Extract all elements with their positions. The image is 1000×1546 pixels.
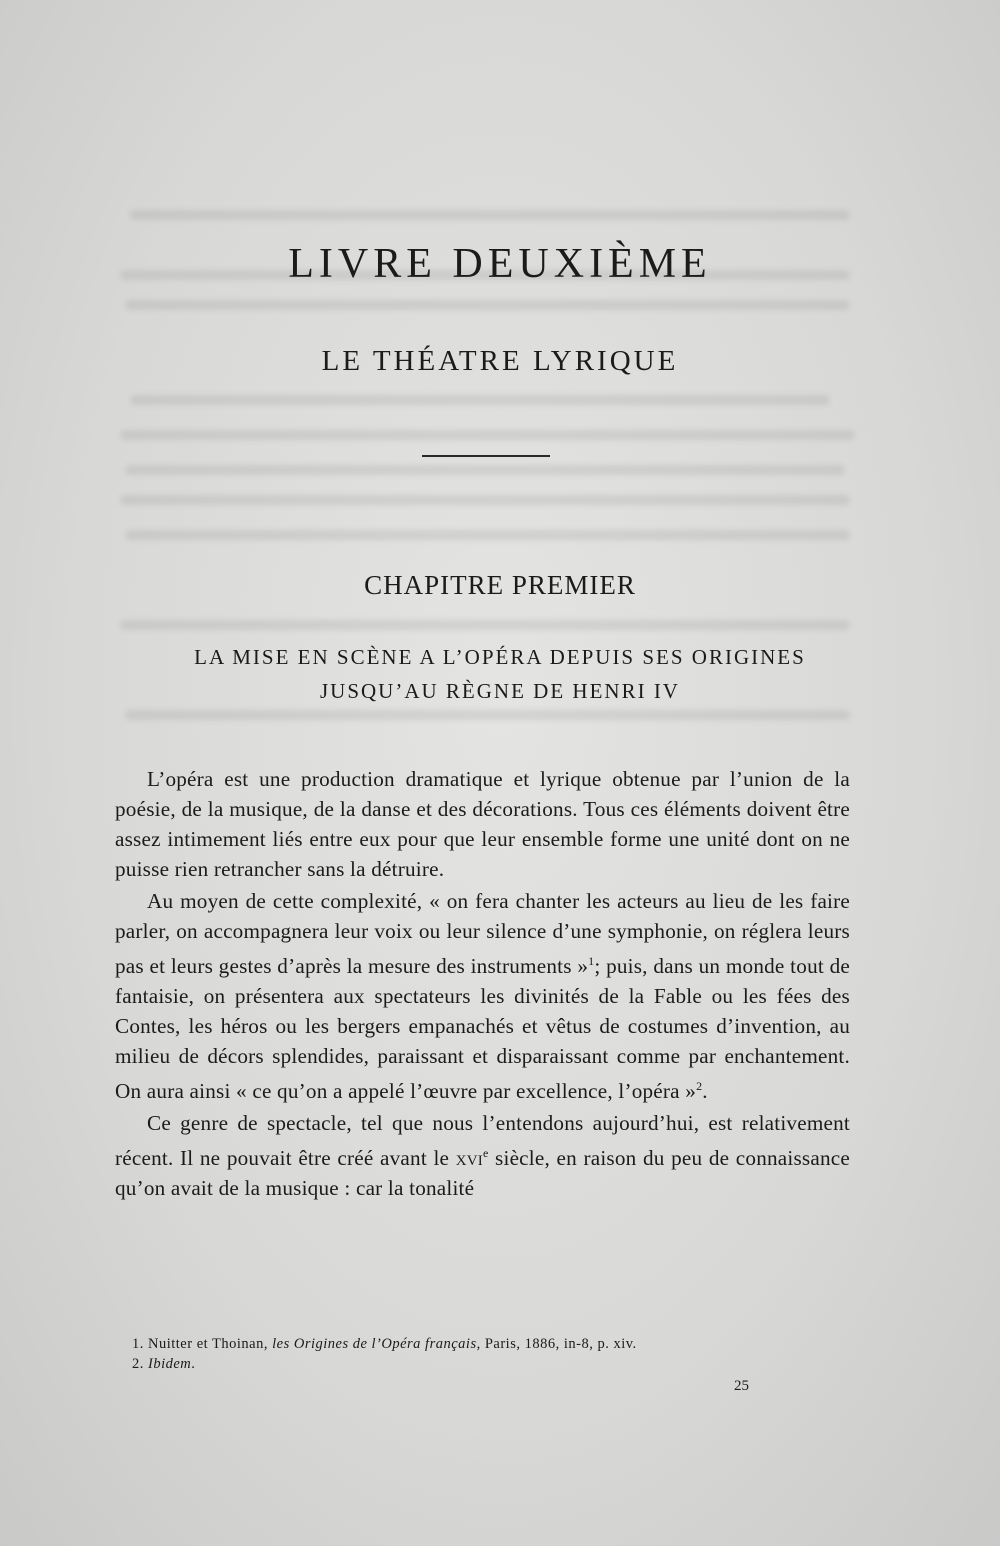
paragraph [115, 764, 850, 884]
book-subtitle: LE THÉATRE LYRIQUE [321, 345, 679, 377]
divider-rule [422, 455, 550, 457]
footnote-marker: 2 [696, 1079, 703, 1094]
footnote-title: les Origines de l’Opéra français [272, 1336, 477, 1352]
footnote-marker: 1 [588, 954, 595, 968]
footnote [132, 1334, 832, 1354]
book-title: LIVRE DEUXIÈME [288, 241, 712, 287]
century-superscript: e [482, 1146, 489, 1161]
footnote-text: , Paris, 1886, in-8, p. xiv. [476, 1336, 637, 1352]
footnote-title: Ibidem [148, 1356, 192, 1372]
paragraph-text: siècle, en raison du peu de connaissance qu’on avait de la musique : car la tonalité [115, 1146, 850, 1201]
footnote-number: 1. [132, 1336, 144, 1352]
paragraph [115, 886, 850, 1106]
chapter-subtitle [0, 640, 1000, 708]
chapter-subtitle-line: LA MISE EN SCÈNE A L’OPÉRA DEPUIS SES ORIGINES [194, 645, 806, 669]
paragraph [115, 1108, 850, 1203]
paragraph-text: ; puis, dans un monde tout de fantaisie, on présentera aux spectateurs les divinités de la Fable ou les fées des Contes, les héros ou les bergers empanachés et vêtus de costumes d’invention, au milieu de décors splendides, paraissant et disparaissant comme par enchantement. On aura ainsi « ce qu’on a appelé l’œuvre par excellence, l’opéra » [115, 954, 850, 1104]
paragraph-text: L’opéra est une production dramatique et lyrique obtenue par l’union de la poésie, de la musique, de la danse et des décorations. Tous ces éléments doivent être assez intimement liés entre eux pour que leur ensemble forme une unité dont on ne puisse rien retrancher sans la détruire. [115, 767, 850, 881]
chapter-subtitle-line: JUSQU’AU RÈGNE DE HENRI IV [320, 679, 680, 703]
footnote-number: 2. [132, 1356, 144, 1372]
paragraph-text: Ce genre de spectacle, tel que nous l’entendons aujourd’hui, est relativement récent. Il ne pouvait être créé avant le [115, 1111, 850, 1171]
body-text [115, 764, 850, 1203]
footnote-text: Nuitter et Thoinan, [148, 1336, 273, 1352]
footnote-text: . [191, 1356, 196, 1372]
footnotes [132, 1334, 832, 1374]
page-number: 25 [734, 1378, 749, 1394]
century-numeral: xvi [455, 1146, 483, 1171]
paragraph-text: Au moyen de cette complexité, « on fera chanter les acteurs au lieu de les faire parler, on accompagnera leur voix ou leur silence d’une symphonie, on réglera leurs pas et leurs gestes d’après la mesure des instruments » [115, 889, 850, 979]
footnote [132, 1354, 832, 1374]
chapter-title: CHAPITRE PREMIER [364, 570, 636, 600]
paragraph-text: . [702, 1079, 708, 1104]
